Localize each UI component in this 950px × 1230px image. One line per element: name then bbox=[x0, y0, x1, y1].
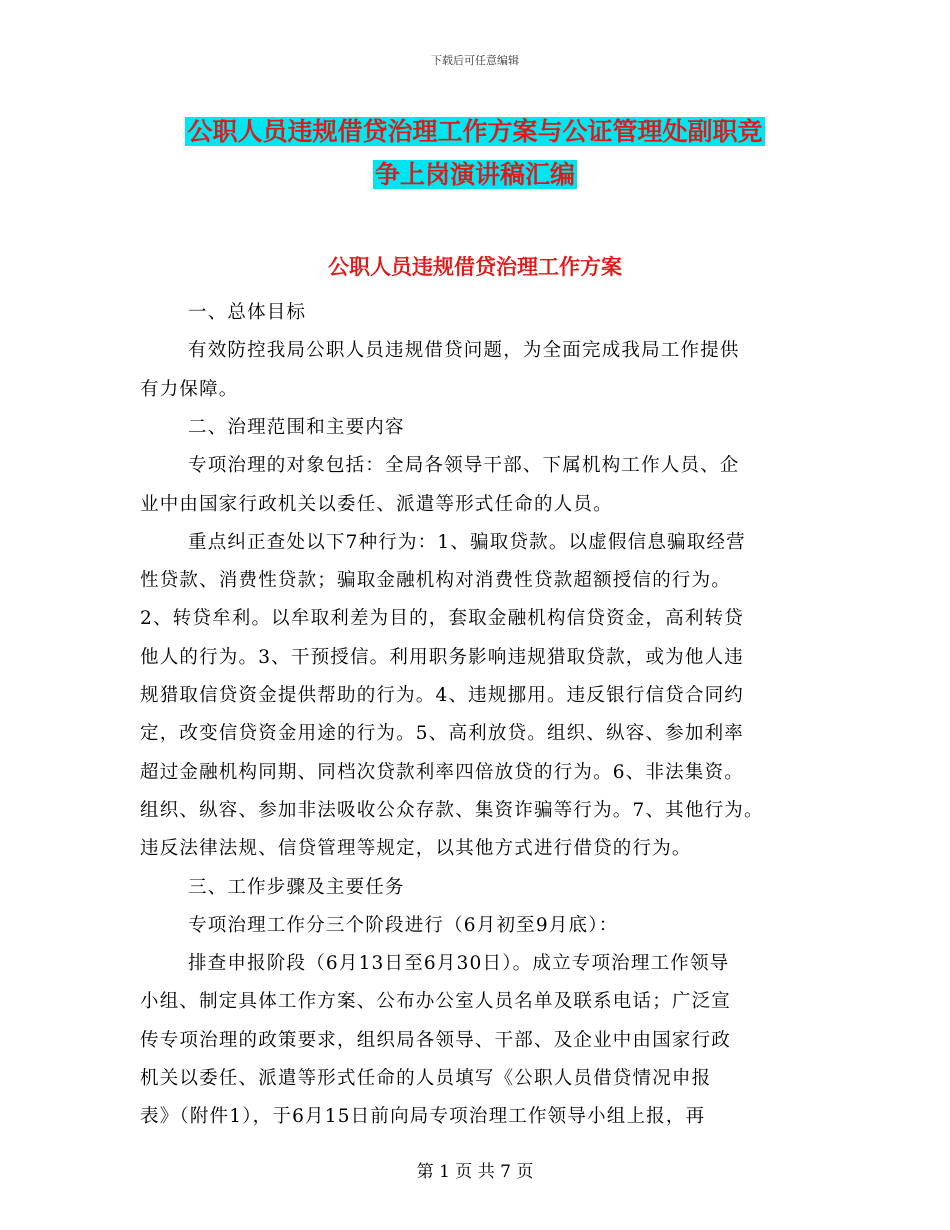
body-line: 小组、制定具体工作方案、公布办公室人员名单及联系电话；广泛宣 bbox=[140, 991, 732, 1013]
page-footer: 第 1 页 共 7 页 bbox=[416, 1162, 534, 1182]
page-header: 下载后可任意编辑 bbox=[431, 54, 519, 67]
body-line: 定，改变信贷资金用途的行为。5、高利放贷。组织、纵容、参加利率 bbox=[140, 723, 744, 745]
body-line: 规猎取信贷资金提供帮助的行为。4、违规挪用。违反银行信贷合同约 bbox=[140, 685, 744, 706]
body-line: 重点纠正查处以下7种行为：1、骗取贷款。以虚假信息骗取经营 bbox=[188, 531, 746, 553]
body-line: 违反法律法规、信贷管理等规定，以其他方式进行借贷的行为。 bbox=[140, 838, 692, 860]
main-title-text-2: 争上岗演讲稿汇编 bbox=[374, 160, 575, 189]
body-line: 组织、纵容、参加非法吸收公众存款、集资诈骗等行为。7、其他行为。 bbox=[140, 799, 764, 821]
section-title: 公职人员违规借贷治理工作方案 bbox=[328, 254, 622, 279]
body-line: 2、转贷牟利。以牟取利差为目的，套取金融机构信贷资金，高利转贷 bbox=[140, 608, 744, 630]
main-title-line-2 bbox=[0, 155, 950, 191]
body-line: 二、治理范围和主要内容 bbox=[188, 416, 405, 438]
body-line: 专项治理工作分三个阶段进行（6月初至9月底）： bbox=[188, 914, 619, 936]
main-title-text-1: 公职人员违规借贷治理工作方案与公证管理处副职竞 bbox=[187, 117, 763, 146]
body-line: 一、总体目标 bbox=[188, 302, 307, 323]
body-line: 有效防控我局公职人员违规借贷问题，为全面完成我局工作提供 bbox=[188, 340, 740, 362]
body-line: 传专项治理的政策要求，组织局各领导、干部、及企业中由国家行政 bbox=[140, 1029, 732, 1051]
body-line: 他人的行为。3、干预授信。利用职务影响违规猎取贷款，或为他人违 bbox=[140, 646, 744, 668]
body-line: 专项治理的对象包括：全局各领导干部、下属机构工作人员、企 bbox=[188, 455, 740, 477]
body-line: 有力保障。 bbox=[140, 378, 239, 400]
body-line: 业中由国家行政机关以委任、派遣等形式任命的人员。 bbox=[140, 493, 613, 515]
body-line: 性贷款、消费性贷款；骗取金融机构对消费性贷款超额授信的行为。 bbox=[140, 570, 732, 592]
body-line: 表》（附件1），于6月15日前向局专项治理工作领导小组上报，再 bbox=[140, 1106, 706, 1128]
body-line: 三、工作步骤及主要任务 bbox=[188, 876, 405, 898]
body-line: 超过金融机构同期、同档次贷款利率四倍放贷的行为。6、非法集资。 bbox=[140, 761, 744, 783]
main-title-line-1 bbox=[0, 112, 950, 148]
body-line: 机关以委任、派遣等形式任命的人员填写《公职人员借贷情况申报 bbox=[140, 1068, 712, 1089]
body-line: 排查申报阶段（6月13日至6月30日）。成立专项治理工作领导 bbox=[188, 953, 730, 975]
